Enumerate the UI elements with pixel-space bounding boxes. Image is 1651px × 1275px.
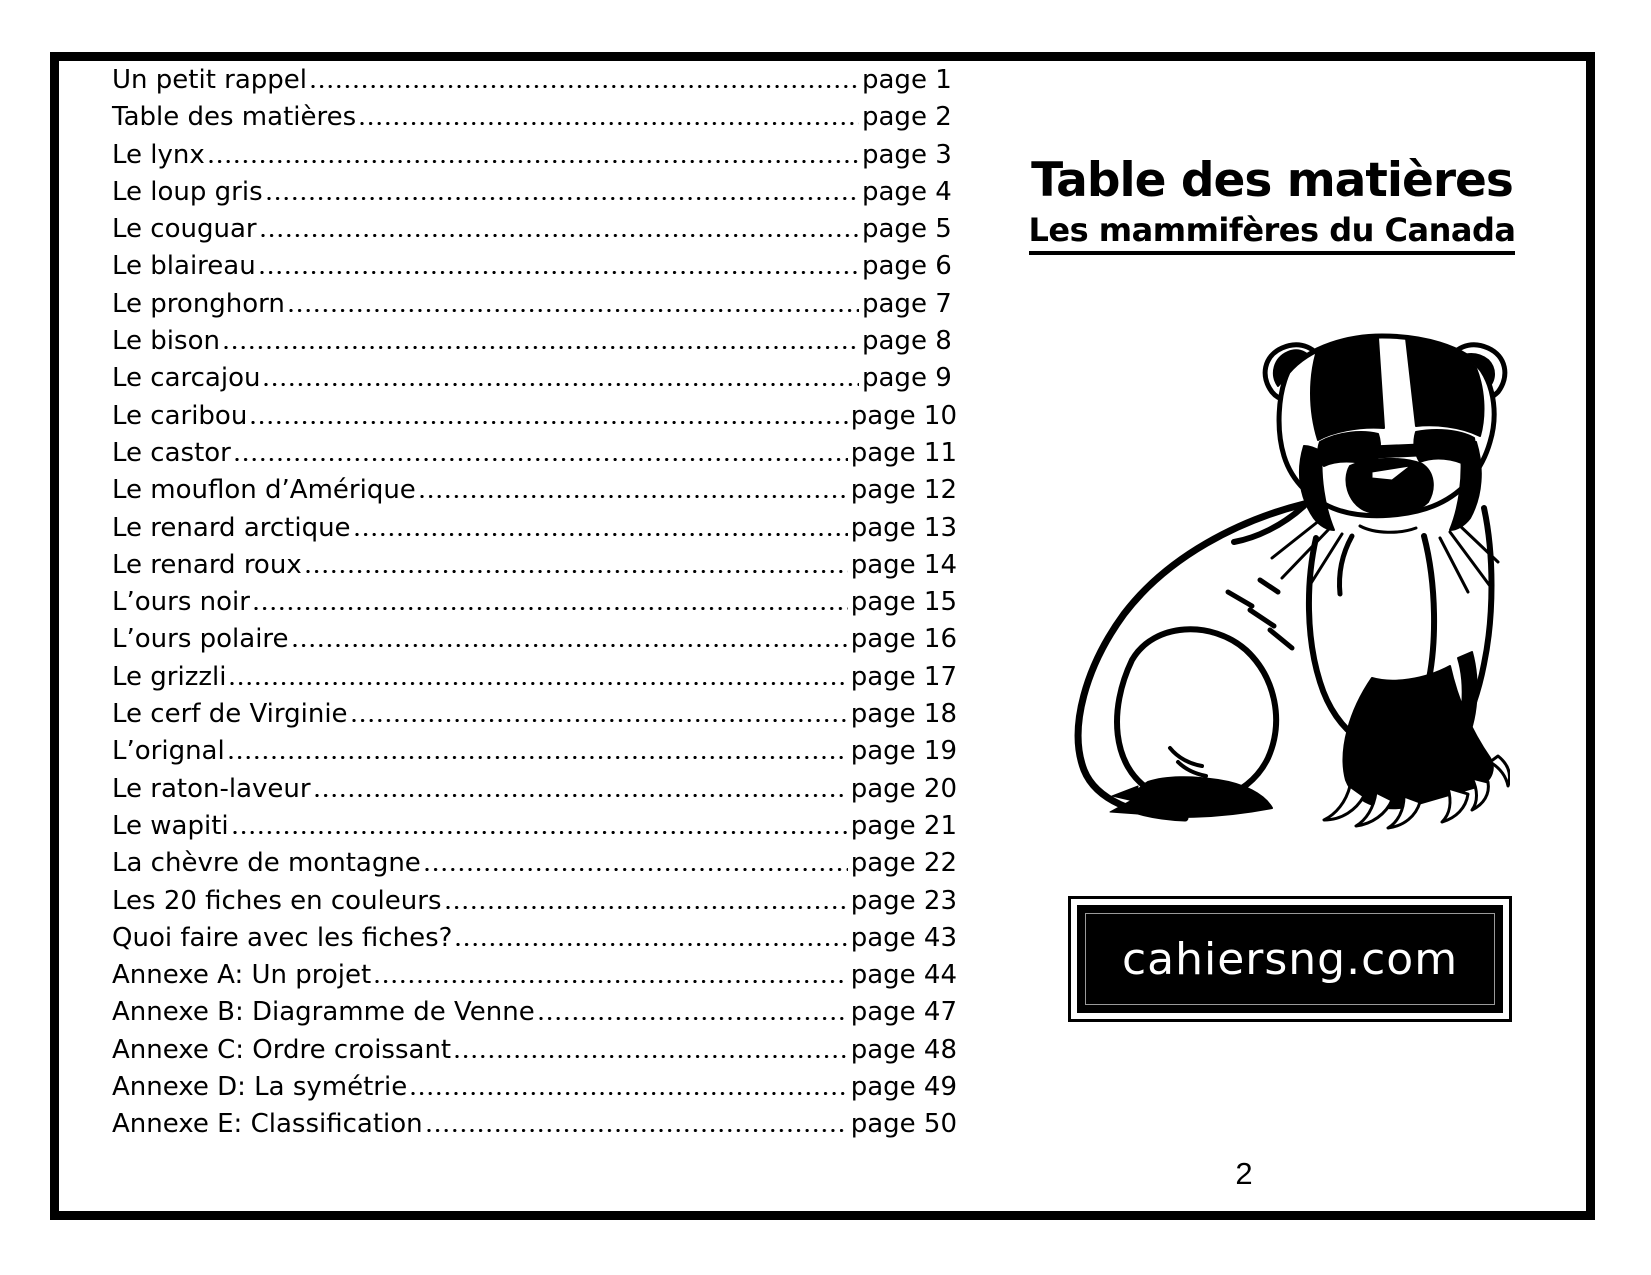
- dotted-leader: [264, 383, 859, 386]
- dotted-leader: [289, 309, 859, 312]
- toc-entry-row: [112, 621, 957, 658]
- toc-entry-label: Le caribou: [112, 400, 248, 431]
- toc-entry-page: page 13: [850, 512, 957, 543]
- toc-entry-row: [112, 286, 957, 323]
- dotted-leader: [233, 831, 848, 834]
- toc-entry-label: Le lynx: [112, 139, 205, 170]
- toc-entry-row: [112, 659, 957, 696]
- toc-entry-page: page 22: [850, 848, 957, 879]
- toc-entry-label: L’orignal: [112, 736, 225, 767]
- toc-entry-page: page 23: [850, 885, 957, 916]
- dotted-leader: [355, 533, 848, 536]
- toc-entry-label: La chèvre de montagne: [112, 848, 421, 879]
- toc-entry-label: Le wapiti: [112, 810, 229, 841]
- dotted-leader: [360, 122, 859, 125]
- dotted-leader: [352, 719, 848, 722]
- toc-entry-page: page 4: [862, 176, 952, 207]
- dotted-leader: [230, 682, 847, 685]
- toc-entry-row: [112, 510, 957, 547]
- page-number: 2: [1235, 1156, 1253, 1191]
- toc-entry-page: page 47: [850, 997, 957, 1028]
- dotted-leader: [251, 421, 847, 424]
- toc-entry-page: page 50: [850, 1109, 957, 1140]
- toc-entry-label: Le couguar: [112, 214, 257, 245]
- dotted-leader: [315, 794, 848, 797]
- dotted-leader: [420, 495, 848, 498]
- toc-entry-label: Le raton-laveur: [112, 773, 311, 804]
- toc-entry-page: page 11: [850, 437, 957, 468]
- toc-entry-page: page 8: [862, 326, 952, 357]
- toc-entry-row: [112, 584, 957, 621]
- toc-entry-label: Le mouflon d’Amérique: [112, 475, 416, 506]
- toc-entry-label: Le carcajou: [112, 363, 261, 394]
- dotted-leader: [229, 756, 848, 759]
- toc-entry-row: [112, 1069, 957, 1106]
- toc-entry-page: page 21: [850, 810, 957, 841]
- toc-entry-row: [112, 808, 957, 845]
- toc-entry-label: Le blaireau: [112, 251, 256, 282]
- toc-entry-page: page 14: [850, 549, 957, 580]
- toc-entry-row: [112, 99, 957, 136]
- toc-entry-label: Le renard roux: [112, 549, 302, 580]
- dotted-leader: [260, 271, 859, 274]
- toc-entry-label: Les 20 fiches en couleurs: [112, 885, 442, 916]
- toc-entry-page: page 20: [850, 773, 957, 804]
- toc-entry-row: [112, 1106, 957, 1143]
- dotted-leader: [267, 197, 859, 200]
- toc-entry-row: [112, 435, 957, 472]
- toc-entry-label: Le grizzli: [112, 661, 227, 692]
- dotted-leader: [375, 980, 848, 983]
- toc-entry-page: page 7: [862, 288, 952, 319]
- toc-entry-row: [112, 398, 957, 435]
- toc-entry-row: [112, 174, 957, 211]
- toc-entry-label: Le loup gris: [112, 176, 263, 207]
- toc-entry-page: page 3: [862, 139, 952, 170]
- toc-entry-row: [112, 211, 957, 248]
- toc-entry-row: [112, 547, 957, 584]
- toc-entry-row: [112, 323, 957, 360]
- toc-entry-label: Un petit rappel: [112, 65, 307, 95]
- dotted-leader: [411, 1092, 847, 1095]
- website-box-inner: [1077, 905, 1503, 1013]
- toc-entry-label: Annexe B: Diagramme de Venne: [112, 997, 535, 1028]
- website-box: [1068, 896, 1512, 1022]
- toc-entry-row: [112, 845, 957, 882]
- toc-entry-row: [112, 883, 957, 920]
- dotted-leader: [425, 868, 848, 871]
- toc-entry-page: page 2: [862, 102, 952, 133]
- toc-entry-page: page 1: [862, 65, 952, 95]
- toc-entry-page: page 5: [862, 214, 952, 245]
- toc-entry-label: Le pronghorn: [112, 288, 285, 319]
- toc-entry-page: page 48: [850, 1034, 957, 1065]
- dotted-leader: [311, 85, 859, 88]
- toc-entry-label: L’ours polaire: [112, 624, 289, 655]
- toc-entry-label: Annexe C: Ordre croissant: [112, 1034, 452, 1065]
- toc-entry-page: page 43: [850, 922, 957, 953]
- dotted-leader: [456, 943, 847, 946]
- toc-entry-label: Table des matières: [112, 102, 357, 133]
- toc-entry-label: Le castor: [112, 437, 231, 468]
- toc-entry-page: page 10: [850, 400, 957, 431]
- dotted-leader: [306, 570, 848, 573]
- dotted-leader: [427, 1129, 848, 1132]
- toc-entry-page: page 15: [850, 587, 957, 618]
- toc-entry-row: [112, 733, 957, 770]
- toc-entry-page: page 6: [862, 251, 952, 282]
- dotted-leader: [261, 234, 859, 237]
- toc-entry-page: page 44: [850, 960, 957, 991]
- toc-entry-page: page 16: [850, 624, 957, 655]
- toc-entry-label: Quoi faire avec les fiches?: [112, 922, 453, 953]
- toc-entry-page: page 18: [850, 699, 957, 730]
- toc-entry-page: page 17: [850, 661, 957, 692]
- toc-entry-row: [112, 360, 957, 397]
- dotted-leader: [455, 1055, 848, 1058]
- toc-entry-row: [112, 137, 957, 174]
- toc-entry-page: page 49: [850, 1072, 957, 1103]
- toc-entry-label: Le renard arctique: [112, 512, 351, 543]
- toc-entry-label: Annexe E: Classification: [112, 1109, 423, 1140]
- toc-entry-row: [112, 920, 957, 957]
- title-block: [1012, 153, 1532, 255]
- toc-entry-row: [112, 62, 957, 99]
- toc-entry-label: Le cerf de Virginie: [112, 699, 348, 730]
- dotted-leader: [235, 458, 848, 461]
- toc-entry-label: L’ours noir: [112, 587, 250, 618]
- badger-illustration: [1020, 330, 1510, 835]
- website-url: cahiersng.com: [1121, 933, 1459, 985]
- toc-entry-row: [112, 994, 957, 1031]
- toc-entry-page: page 9: [862, 363, 952, 394]
- table-of-contents: [112, 62, 957, 1144]
- toc-entry-row: [112, 472, 957, 509]
- toc-entry-label: Annexe A: Un projet: [112, 960, 372, 991]
- toc-entry-page: page 12: [850, 475, 957, 506]
- toc-entry-label: Le bison: [112, 326, 220, 357]
- dotted-leader: [539, 1017, 848, 1020]
- toc-entry-page: page 19: [850, 736, 957, 767]
- toc-entry-row: [112, 771, 957, 808]
- dotted-leader: [446, 906, 848, 909]
- dotted-leader: [224, 346, 859, 349]
- page-title: Table des matières: [1031, 153, 1513, 208]
- toc-entry-row: [112, 248, 957, 285]
- toc-entry-label: Annexe D: La symétrie: [112, 1072, 408, 1103]
- page-subtitle: Les mammifères du Canada: [1029, 211, 1516, 255]
- dotted-leader: [293, 644, 848, 647]
- toc-entry-row: [112, 696, 957, 733]
- toc-entry-row: [112, 1032, 957, 1069]
- dotted-leader: [209, 160, 859, 163]
- dotted-leader: [254, 607, 848, 610]
- toc-entry-row: [112, 957, 957, 994]
